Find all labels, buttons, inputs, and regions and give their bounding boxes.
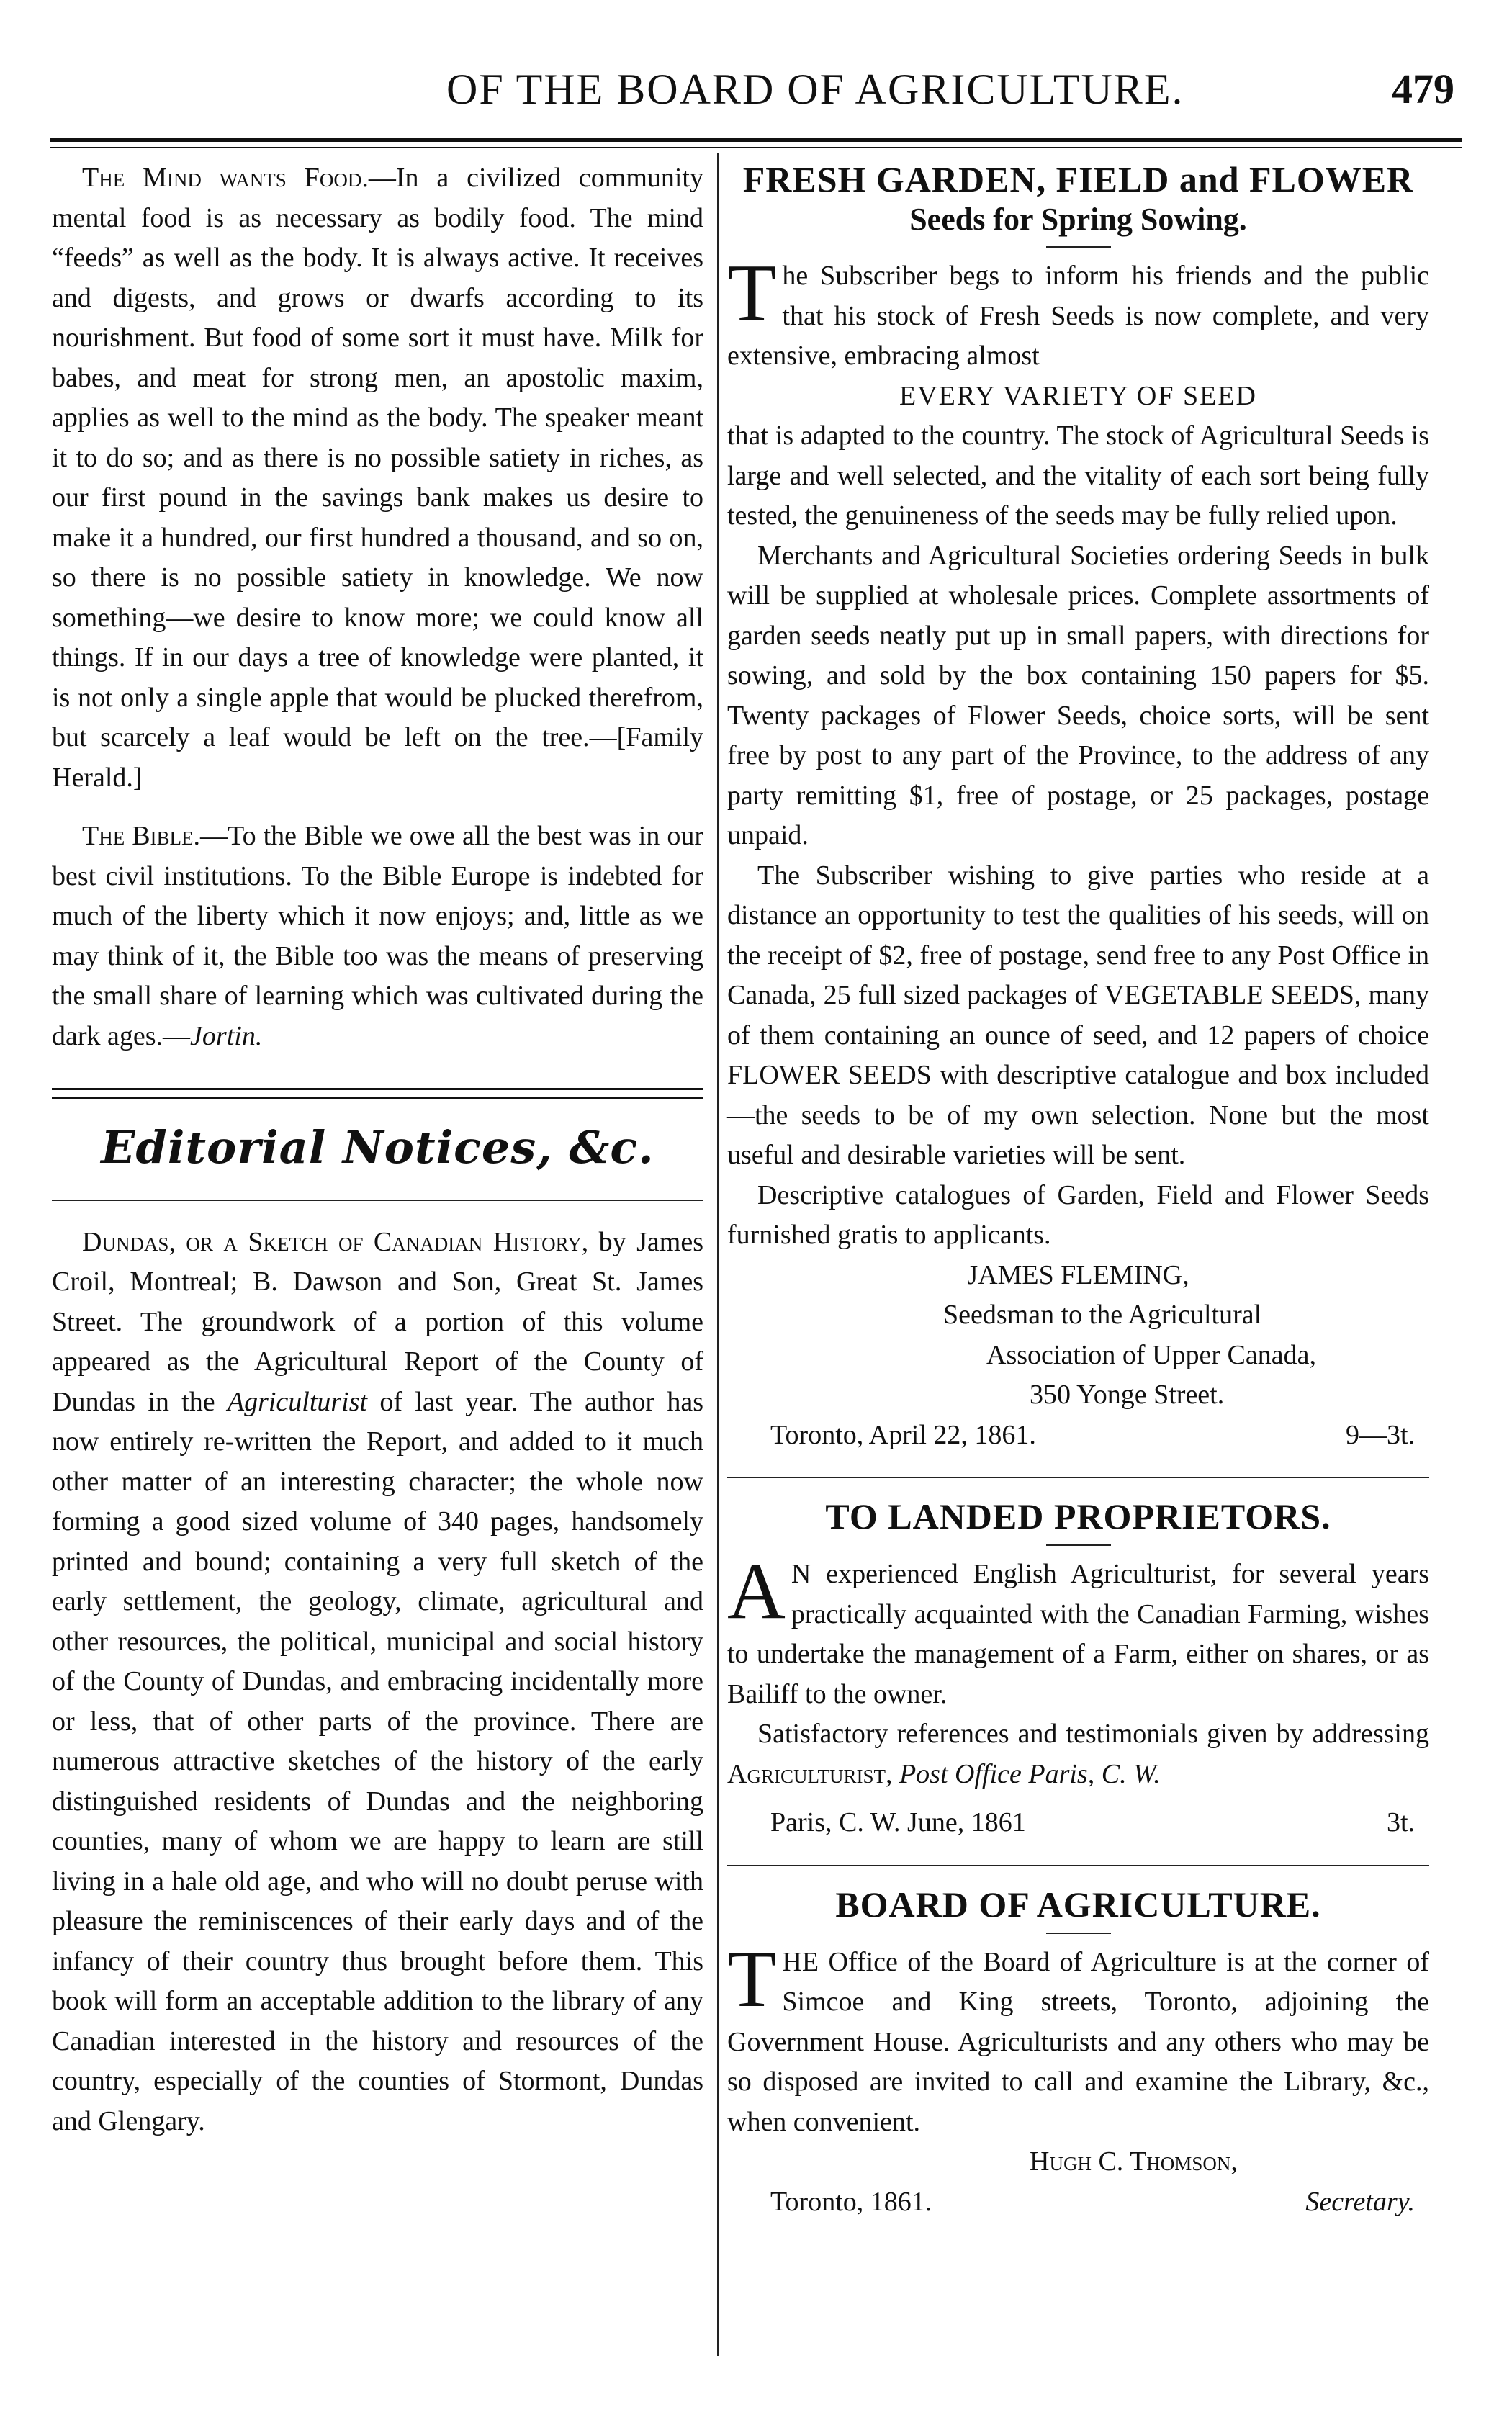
- section-title: Editorial Notices, &c.: [101, 1121, 654, 1174]
- article-body: —In a civilized community mental food is as necessary as bodily food. The mind “feeds” as well as the body. It is always active. It receives and digests, and grows or dwarfs according to its nourishment. But food of some sort it must have. Milk for babes, and meat for strong men, an apostolic maxim, applies as well to the mind as the body. The speaker meant it to do so; and as there is no possible satiety in riches, as our first pound in the savings bank makes us desire to make it a hundred, our first hundred a thousand, and so on, so there is no possible satiety in knowledge. We now something—we desire to know more; we could know all things. If in our days a tree of knowledge were planted, it is not only a single apple that would be plucked therefrom, but scarcely a leaf would be left on the tree.—[Family Herald.]: [52, 163, 703, 793]
- column-divider: [717, 153, 719, 2356]
- notice-lead: Dundas, or a Sketch of Canadian History,: [82, 1226, 589, 1257]
- advertisement-seeds: [727, 158, 1429, 1455]
- running-head: OF THE BOARD OF AGRICULTURE.: [446, 66, 1184, 113]
- ad-separator: [727, 1477, 1429, 1478]
- ad-subtitle: Seeds for Spring Sowing.: [909, 202, 1247, 237]
- ad-caps-line: EVERY VARIETY OF SEED: [899, 380, 1257, 411]
- article-lead: The Mind wants Food.: [82, 163, 369, 193]
- section-rule: [52, 1200, 703, 1201]
- ad-insertion-code: 3t.: [1386, 1807, 1415, 1838]
- ad-date: Toronto, 1861.: [770, 2186, 932, 2217]
- notice-body-continued: of last year. The author has now entirely re-written the Report, and added to it much other matter of an interesting character; the whole now forming a good sized volume of 340 pages, handsomely printed and bound; containing a very full sketch of the early settlement, the geology, climate, agricultural and other resources, the political, municipal and social history of the County of Dundas, and embracing incidentally more or less, that of other parts of the province. There are numerous attractive sketches of the history of the early distinguished residents of Dundas and the neighboring counties, many of whom we are happy to learn are still living in a hale old age, and who will no doubt peruse with pleasure the reminiscences of their early days and of the infancy of their country thus brought before them. This book will form an acceptable addition to the library of any Canadian interested in the history and resources of the country, especially of the counties of Stormont, Dundas and Glengary.: [52, 1386, 703, 2136]
- header-rule-thin: [50, 147, 1462, 148]
- header-rule-thick: [50, 138, 1462, 142]
- article-body: —To the Bible we owe all the best was in our best civil institutions. To the Bible Europe is indebted for much of the liberty which it now enjoys; and, little as we may think of it, the Bible too was the means of preserving the small share of learning which was cultivated during the dark ages.—: [52, 821, 703, 1051]
- ad-signer: JAMES FLEMING,: [967, 1259, 1189, 1290]
- ad-signer-role: Association of Upper Canada,: [986, 1339, 1316, 1370]
- ad-rule: [1046, 1933, 1111, 1934]
- right-column: [727, 158, 1429, 2222]
- advertisement-board-of-agriculture: [727, 1884, 1429, 2223]
- ad-paragraph: [727, 1934, 1429, 2143]
- article-attribution: Jortin.: [190, 1020, 263, 1051]
- ad-text: N experienced English Agriculturist, for several years practically acquainted with the Canadian Farming, wishes to undertake the management of a Farm, either on shares, or as Bailiff to the owner.: [727, 1559, 1429, 1709]
- ad-rule: [1046, 1544, 1111, 1546]
- ad-text-smallcaps: Agriculturist,: [727, 1758, 893, 1789]
- article-mind-wants-food: [52, 158, 703, 798]
- ad-paragraph: that is adapted to the country. The stock of Agricultural Seeds is large and well selected, and the vitality of each sort being fully tested, the genuineness of the seeds may be fully relied upon.: [727, 420, 1429, 531]
- ad-text: Satisfactory references and testimonials given by addressing: [757, 1719, 1429, 1749]
- dropcap: T: [727, 1934, 777, 2024]
- ad-paragraph: Merchants and Agricultural Societies ordering Seeds in bulk will be supplied at wholesale prices. Complete assortments of garden seeds neatly put up in small papers, with directions for sowing, and sold by the box containing 150 papers for $5. Twenty packages of Flower Seeds, choice sorts, will be sent free by post to any part of the Province, to the address of any party remitting $1, free of postage, or 25 packages, postage unpaid.: [727, 540, 1429, 850]
- ad-date-row: [727, 1803, 1429, 1843]
- left-column: [52, 158, 703, 2141]
- section-rule: [52, 1088, 703, 1099]
- ad-separator: [727, 1865, 1429, 1866]
- ad-rule: [1046, 246, 1111, 248]
- ad-insertion-code: 9—3t.: [1345, 1419, 1415, 1450]
- ad-text: HE Office of the Board of Agriculture is at the corner of Simcoe and King streets, Toronto, adjoining the Government House. Agriculturists and any others who may be so disposed are invited to call and examine the Library, &c., when convenient.: [727, 1946, 1429, 2137]
- ad-paragraph: [727, 1714, 1429, 1794]
- ad-signer-role: Secretary.: [1305, 2186, 1415, 2217]
- ad-title: TO LANDED PROPRIETORS.: [825, 1496, 1331, 1537]
- dropcap: T: [727, 248, 777, 338]
- ad-text: he Subscriber begs to inform his friends and the public that his stock of Fresh Seeds is now complete, and very extensive, embracing almost: [727, 261, 1429, 371]
- advertisement-landed-proprietors: [727, 1495, 1429, 1843]
- ad-signer-role: Seedsman to the Agricultural: [943, 1300, 1262, 1330]
- ad-paragraph: The Subscriber wishing to give parties who reside at a distance an opportunity to test the qualities of his seeds, will on the receipt of $2, free of postage, send free to any Post Office in Canada, 25 full sized packages of VEGETABLE SEEDS, many of them containing an ounce of seed, and 12 papers of choice FLOWER SEEDS with descriptive catalogue and box included—the seeds to be of my own selection. None but the most useful and desirable varieties will be sent.: [727, 860, 1429, 1170]
- dropcap: A: [727, 1547, 786, 1636]
- page-header: [43, 43, 1476, 130]
- ad-title: FRESH GARDEN, FIELD and FLOWER: [742, 159, 1414, 199]
- ad-paragraph: [727, 248, 1429, 377]
- ad-date: Toronto, April 22, 1861.: [770, 1419, 1036, 1450]
- ad-date-row: [727, 1416, 1429, 1456]
- ad-text-italic: Post Office Paris, C. W.: [892, 1758, 1161, 1789]
- page-number: 479: [1392, 66, 1454, 112]
- ad-date: Paris, C. W. June, 1861: [770, 1807, 1026, 1838]
- article-lead: The Bible.: [82, 821, 201, 851]
- ad-signer: Hugh C. Thomson,: [1030, 2146, 1238, 2177]
- ad-title: BOARD OF AGRICULTURE.: [835, 1884, 1321, 1925]
- notice-body: by James Croil, Montreal; B. Dawson and Son, Great St. James Street. The groundwork of a portion of this volume appeared as the Agricultural Report of the County of Dundas in the: [52, 1226, 703, 1417]
- ad-paragraph: [727, 1547, 1429, 1714]
- ad-address: 350 Yonge Street.: [1030, 1380, 1225, 1410]
- article-the-bible: [52, 817, 703, 1056]
- notice-journal: Agriculturist: [227, 1386, 368, 1417]
- ad-paragraph: Descriptive catalogues of Garden, Field and Flower Seeds furnished gratis to applicants.: [727, 1179, 1429, 1250]
- notice-dundas: [52, 1223, 703, 2142]
- ad-date-row: [727, 2182, 1429, 2223]
